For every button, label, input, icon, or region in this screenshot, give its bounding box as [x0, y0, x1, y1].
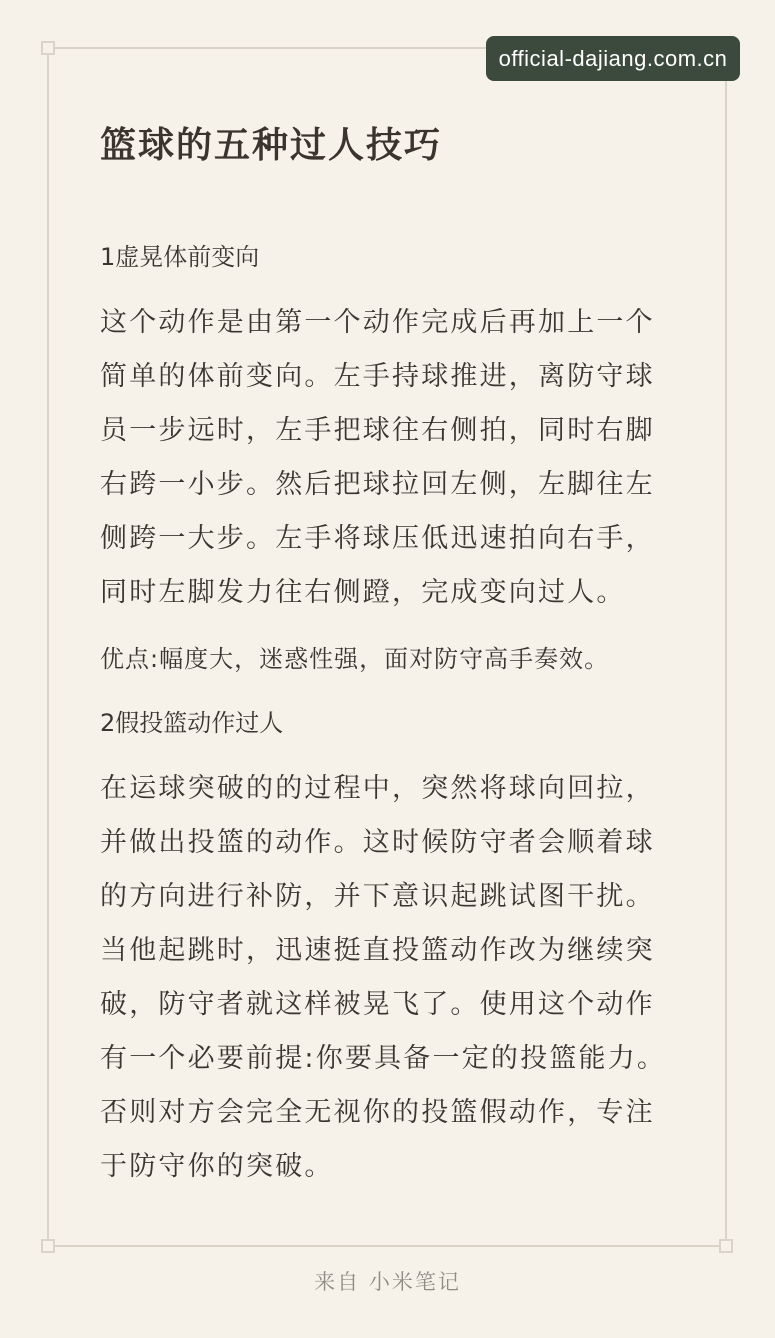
frame-corner-ornament [41, 41, 55, 55]
section-heading: 2假投篮动作过人 [100, 709, 284, 737]
source-footer: 来自 小米笔记 [314, 1270, 461, 1294]
section-paragraph: 这个动作是由第一个动作完成后再加上一个简单的体前变向。左手持球推进，离防守球员一步远时，左手把球往右侧拍，同时右脚右跨一小步。然后把球拉回左侧，左脚往左侧跨一大步。左手将球压低迅速拍向右手，同时左脚发力往右侧蹬，完成变向过人。 [100, 307, 655, 608]
article-body [100, 232, 680, 1208]
section-heading: 1虚晃体前变向 [100, 243, 260, 271]
section-pump-fake [100, 698, 680, 1194]
section-paragraph: 在运球突破的的过程中，突然将球向回拉，并做出投篮的动作。这时候防守者会顺着球的方向进行补防，并下意识起跳试图干扰。当他起跳时，迅速挺直投篮动作改为继续突破，防守者就这样被晃飞了。使用这个动作有一个必要前提:你要具备一定的投篮能力。否则对方会完全无视你的投篮假动作，专注于防守你的突破。 [100, 773, 667, 1182]
article-title: 篮球的五种过人技巧 [100, 125, 443, 166]
section-note: 优点:幅度大，迷惑性强，面对防守高手奏效。 [100, 645, 610, 673]
frame-corner-ornament [719, 1239, 733, 1253]
watermark-badge: official-dajiang.com.cn [486, 36, 740, 81]
frame-corner-ornament [41, 1239, 55, 1253]
section-feint-crossover [100, 232, 680, 684]
